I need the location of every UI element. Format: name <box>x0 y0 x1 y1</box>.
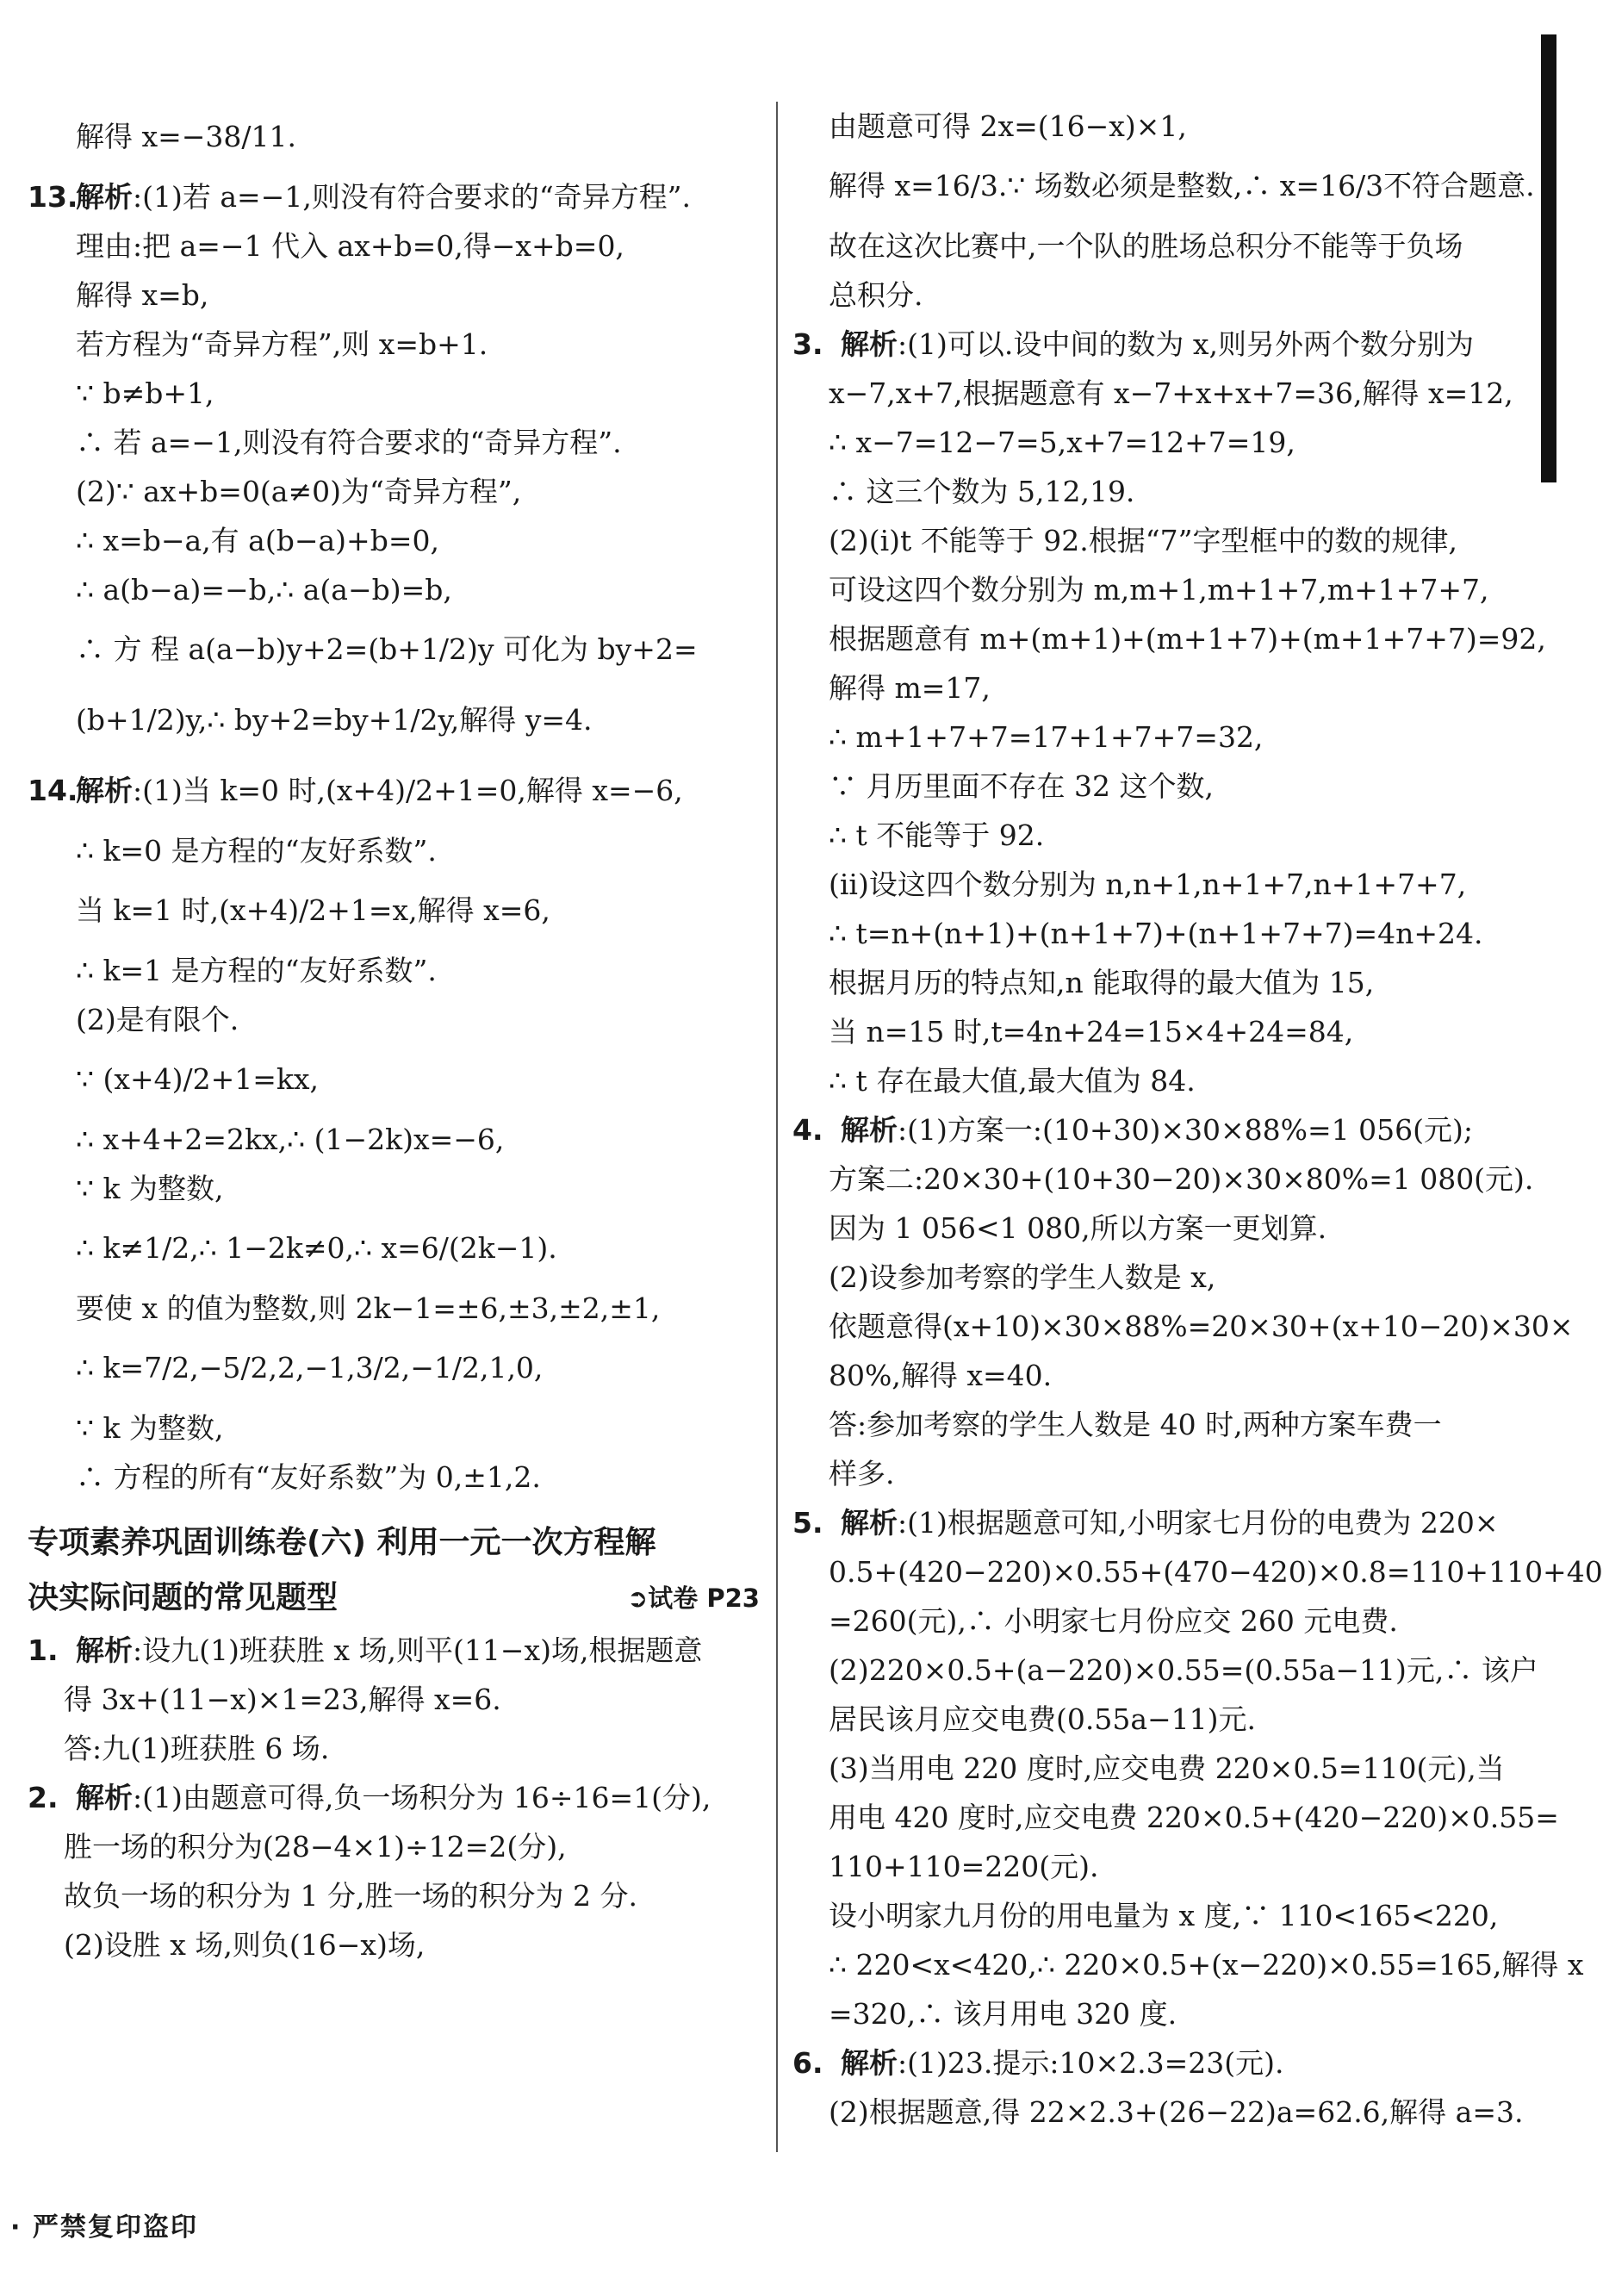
answer-line <box>792 958 1525 1007</box>
answer-line <box>792 1302 1574 1351</box>
line-text: 总积分. <box>829 278 923 312</box>
line-text: (2)是有限个. <box>76 1003 239 1036</box>
line-text: ∴ a(b−a)=−b,∴ a(a−b)=b, <box>76 573 452 607</box>
line-text: (2)(i)t 不能等于 92.根据“7”字型框中的数的规律, <box>829 524 1457 557</box>
question-start-line <box>28 756 760 826</box>
answer-line <box>28 1115 760 1164</box>
line-text: (3)当用电 220 度时,应交电费 220×0.5=110(元),当 <box>829 1752 1505 1785</box>
line-text: 故负一场的积分为 1 分,胜一场的积分为 2 分. <box>64 1879 637 1913</box>
line-text: 样多. <box>829 1457 895 1490</box>
line-text: 由题意可得 2x=(16−x)×1, <box>829 109 1187 143</box>
line-text: (ii)设这四个数分别为 n,n+1,n+1+7,n+1+7+7, <box>829 868 1467 901</box>
line-text: ∵ (x+4)/2+1=kx, <box>76 1062 319 1096</box>
line-text: ∴ 220<x<420,∴ 220×0.5+(x−220)×0.55=165,解得 x <box>829 1948 1584 1982</box>
line-text: ∵ k 为整数, <box>76 1411 224 1445</box>
question-start-line <box>28 1626 760 1675</box>
answer-line <box>792 1695 1525 1744</box>
answer-line <box>792 102 1525 151</box>
analysis-label: 解析 <box>76 1781 133 1814</box>
answer-line <box>28 1724 760 1773</box>
question-start-line <box>28 172 760 221</box>
question-start-line <box>792 2038 1525 2088</box>
line-text: x−7,x+7,根据题意有 x−7+x+x+7=36,解得 x=12, <box>829 376 1513 410</box>
line-text: :设九(1)班获胜 x 场,则平(11−x)场,根据题意 <box>133 1633 703 1667</box>
line-text: 用电 420 度时,应交电费 220×0.5+(420−220)×0.55= <box>829 1801 1559 1834</box>
line-text: 若方程为“奇异方程”,则 x=b+1. <box>76 327 488 361</box>
page-edge-bar <box>1541 34 1556 482</box>
answer-line <box>28 1822 760 1871</box>
line-text: ∴ x+4+2=2kx,∴ (1−2k)x=−6, <box>76 1123 505 1156</box>
answer-line <box>28 1333 760 1403</box>
answer-line <box>792 1744 1525 1793</box>
line-text: :(1)根据题意可知,小明家七月份的电费为 220× <box>898 1506 1499 1540</box>
answer-line <box>28 1453 760 1502</box>
question-number: 6. <box>792 2046 823 2080</box>
line-text: :(1)若 a=−1,则没有符合要求的“奇异方程”. <box>133 180 692 214</box>
answer-line <box>792 1842 1525 1891</box>
question-number: 13. <box>28 180 78 214</box>
line-text: ∴ x=b−a,有 a(b−a)+b=0, <box>76 524 439 557</box>
line-text: 理由:把 a=−1 代入 ax+b=0,得−x+b=0, <box>76 229 624 263</box>
line-text: 110+110=220(元). <box>829 1850 1099 1883</box>
line-text: (b+1/2)y,∴ by+2=by+1/2y,解得 y=4. <box>76 703 593 737</box>
answer-line <box>792 418 1525 467</box>
section-heading <box>28 1515 760 1626</box>
answer-line <box>792 2088 1525 2137</box>
line-text: ∴ 若 a=−1,则没有符合要求的“奇异方程”. <box>76 426 622 459</box>
left-answer-lines <box>28 102 760 1502</box>
line-text: 解得 m=17, <box>829 671 991 705</box>
line-text: (2)根据题意,得 22×2.3+(26−22)a=62.6,解得 a=3. <box>829 2095 1524 2129</box>
analysis-label: 解析 <box>841 1113 898 1147</box>
answer-line <box>792 1351 1525 1400</box>
line-text: 可设这四个数分别为 m,m+1,m+1+7,m+1+7+7, <box>829 573 1489 607</box>
answer-line <box>792 811 1525 860</box>
line-text: ∵ k 为整数, <box>76 1172 224 1205</box>
analysis-label: 解析 <box>841 327 898 361</box>
answer-line <box>792 1400 1525 1449</box>
line-text: 答:参加考察的学生人数是 40 时,两种方案车费一 <box>829 1408 1442 1441</box>
answer-line <box>28 946 760 995</box>
line-text: :(1)由题意可得,负一场积分为 16÷16=1(分), <box>133 1781 711 1814</box>
line-text: :(1)当 k=0 时,(x+4)/2+1=0,解得 x=−6, <box>133 774 683 807</box>
answer-line <box>792 1940 1584 1989</box>
line-text: ∴ 方 程 a(a−b)y+2=(b+1/2)y 可化为 by+2= <box>76 632 698 666</box>
copyright-footer: · 严禁复印盗印 <box>10 2212 198 2243</box>
section-title-line1: 专项素养巩固训练卷(六) 利用一元一次方程解 <box>28 1525 656 1560</box>
line-text: 方案二:20×30+(10+30−20)×30×80%=1 080(元). <box>829 1162 1534 1196</box>
line-text: (2)∵ ax+b=0(a≠0)为“奇异方程”, <box>76 475 522 508</box>
question-start-line <box>792 1105 1525 1154</box>
answer-line <box>792 1891 1525 1940</box>
line-text: ∴ k=0 是方程的“友好系数”. <box>76 834 437 868</box>
answer-line <box>792 1007 1525 1056</box>
answer-line <box>792 1449 1525 1498</box>
analysis-label: 解析 <box>841 2046 898 2080</box>
line-text: 依题意得(x+10)×30×88%=20×30+(x+10−20)×30× <box>829 1310 1574 1343</box>
answer-line <box>792 369 1525 418</box>
answer-line <box>28 320 760 369</box>
question-number: 1. <box>28 1633 59 1667</box>
answer-line <box>28 1920 760 1969</box>
line-text: 答:九(1)班获胜 6 场. <box>64 1732 330 1765</box>
line-text: ∴ t=n+(n+1)+(n+1+7)+(n+1+7+7)=4n+24. <box>829 917 1483 950</box>
line-text: 解得 x=16/3.∵ 场数必须是整数,∴ x=16/3不符合题意. <box>829 169 1535 202</box>
answer-line <box>792 1253 1525 1302</box>
line-text: =260(元),∴ 小明家七月份应交 260 元电费. <box>829 1604 1398 1638</box>
line-text: 得 3x+(11−x)×1=23,解得 x=6. <box>64 1683 501 1716</box>
question-number: 2. <box>28 1781 59 1814</box>
right-answer-lines <box>792 102 1603 2137</box>
line-text: ∴ k=1 是方程的“友好系数”. <box>76 954 437 987</box>
section-title-line2: 决实际问题的常见题型 <box>28 1580 339 1615</box>
answer-line <box>792 467 1525 516</box>
analysis-label: 解析 <box>76 774 133 807</box>
line-text: :(1)可以.设中间的数为 x,则另外两个数分别为 <box>898 327 1474 361</box>
answer-line <box>792 1646 1538 1695</box>
question-number: 4. <box>792 1113 823 1147</box>
answer-line <box>792 909 1525 958</box>
question-number: 14. <box>28 774 78 807</box>
line-text: ∴ t 存在最大值,最大值为 84. <box>829 1064 1196 1098</box>
question-start-line <box>792 1498 1525 1547</box>
line-text: (2)设胜 x 场,则负(16−x)场, <box>64 1928 426 1962</box>
line-text: 根据题意有 m+(m+1)+(m+1+7)+(m+1+7+7)=92, <box>829 622 1546 656</box>
answer-line <box>28 271 760 320</box>
answer-line <box>28 102 760 172</box>
answer-line <box>28 995 760 1044</box>
answer-line <box>792 271 1525 320</box>
line-text: ∴ m+1+7+7=17+1+7+7=32, <box>829 720 1264 754</box>
analysis-label: 解析 <box>841 1506 898 1540</box>
answer-line <box>792 614 1546 663</box>
answer-line <box>28 1164 760 1213</box>
line-text: ∴ 这三个数为 5,12,19. <box>829 475 1135 508</box>
answer-line <box>792 1154 1534 1204</box>
right-column <box>792 102 1603 2137</box>
line-text: 当 n=15 时,t=4n+24=15×4+24=84, <box>829 1015 1354 1048</box>
answer-line <box>28 1044 760 1115</box>
answer-line <box>28 1871 760 1920</box>
answer-line <box>28 614 760 685</box>
line-text: 解得 x=−38/11. <box>76 120 296 153</box>
line-text: 要使 x 的值为整数,则 2k−1=±6,±3,±2,±1, <box>76 1291 661 1325</box>
answer-line <box>792 1793 1559 1842</box>
line-text: 0.5+(420−220)×0.55+(470−420)×0.8=110+110+40 <box>829 1555 1603 1589</box>
line-text: :(1)方案一:(10+30)×30×88%=1 056(元); <box>898 1113 1473 1147</box>
answer-line <box>792 565 1525 614</box>
answer-line <box>792 1989 1525 2038</box>
line-text: ∴ k=7/2,−5/2,2,−1,3/2,−1/2,1,0, <box>76 1351 544 1384</box>
question-start-line <box>28 1773 760 1822</box>
answer-line <box>28 1675 760 1724</box>
line-text: ∴ x−7=12−7=5,x+7=12+7=19, <box>829 426 1295 459</box>
line-text: ∴ t 不能等于 92. <box>829 818 1045 852</box>
answer-line <box>28 467 760 516</box>
line-text: 胜一场的积分为(28−4×1)÷12=2(分), <box>64 1830 567 1864</box>
question-number: 3. <box>792 327 823 361</box>
answer-line <box>28 1213 760 1284</box>
answer-line <box>792 1596 1525 1646</box>
answer-line <box>792 1056 1525 1105</box>
answer-line <box>792 1204 1525 1253</box>
line-text: 居民该月应交电费(0.55a−11)元. <box>829 1702 1257 1736</box>
answer-line <box>792 151 1535 221</box>
analysis-label: 解析 <box>76 180 133 214</box>
answer-line <box>28 875 760 946</box>
answer-line <box>28 685 760 756</box>
answer-line <box>28 369 760 418</box>
line-text: (2)220×0.5+(a−220)×0.55=(0.55a−11)元,∴ 该户 <box>829 1653 1538 1687</box>
line-text: ∴ 方程的所有“友好系数”为 0,±1,2. <box>76 1460 541 1494</box>
answer-line <box>792 712 1525 762</box>
answer-line <box>28 1284 760 1333</box>
analysis-label: 解析 <box>76 1633 133 1667</box>
answer-line <box>28 516 760 565</box>
answer-line <box>28 1403 760 1453</box>
answer-line <box>792 663 1525 712</box>
paper-reference: ➲试卷 P23 <box>626 1583 760 1613</box>
line-text: 80%,解得 x=40. <box>829 1359 1053 1392</box>
answer-line <box>28 565 760 614</box>
line-text: :(1)23.提示:10×2.3=23(元). <box>898 2046 1284 2080</box>
line-text: ∴ k≠1/2,∴ 1−2k≠0,∴ x=6/(2k−1). <box>76 1231 557 1265</box>
left-section-lines <box>28 1626 760 1969</box>
left-column <box>28 102 760 1969</box>
line-text: 故在这次比赛中,一个队的胜场总积分不能等于负场 <box>829 229 1463 263</box>
line-text: =320,∴ 该月用电 320 度. <box>829 1997 1177 2031</box>
line-text: 解得 x=b, <box>76 278 209 312</box>
answer-line <box>28 826 760 875</box>
answer-line <box>792 221 1525 271</box>
column-divider <box>776 102 778 2152</box>
line-text: 因为 1 056<1 080,所以方案一更划算. <box>829 1211 1327 1245</box>
answer-line <box>28 221 760 271</box>
answer-line <box>792 860 1525 909</box>
question-start-line <box>792 320 1525 369</box>
line-text: ∵ 月历里面不存在 32 这个数, <box>829 769 1214 803</box>
answer-line <box>792 1547 1603 1596</box>
line-text: ∵ b≠b+1, <box>76 376 214 410</box>
line-text: 当 k=1 时,(x+4)/2+1=x,解得 x=6, <box>76 893 550 927</box>
answer-line <box>792 516 1525 565</box>
line-text: (2)设参加考察的学生人数是 x, <box>829 1260 1216 1294</box>
answer-line <box>792 762 1525 811</box>
line-text: 根据月历的特点知,n 能取得的最大值为 15, <box>829 966 1375 999</box>
answer-line <box>28 418 760 467</box>
question-number: 5. <box>792 1506 823 1540</box>
line-text: 设小明家九月份的用电量为 x 度,∵ 110<165<220, <box>829 1899 1499 1932</box>
